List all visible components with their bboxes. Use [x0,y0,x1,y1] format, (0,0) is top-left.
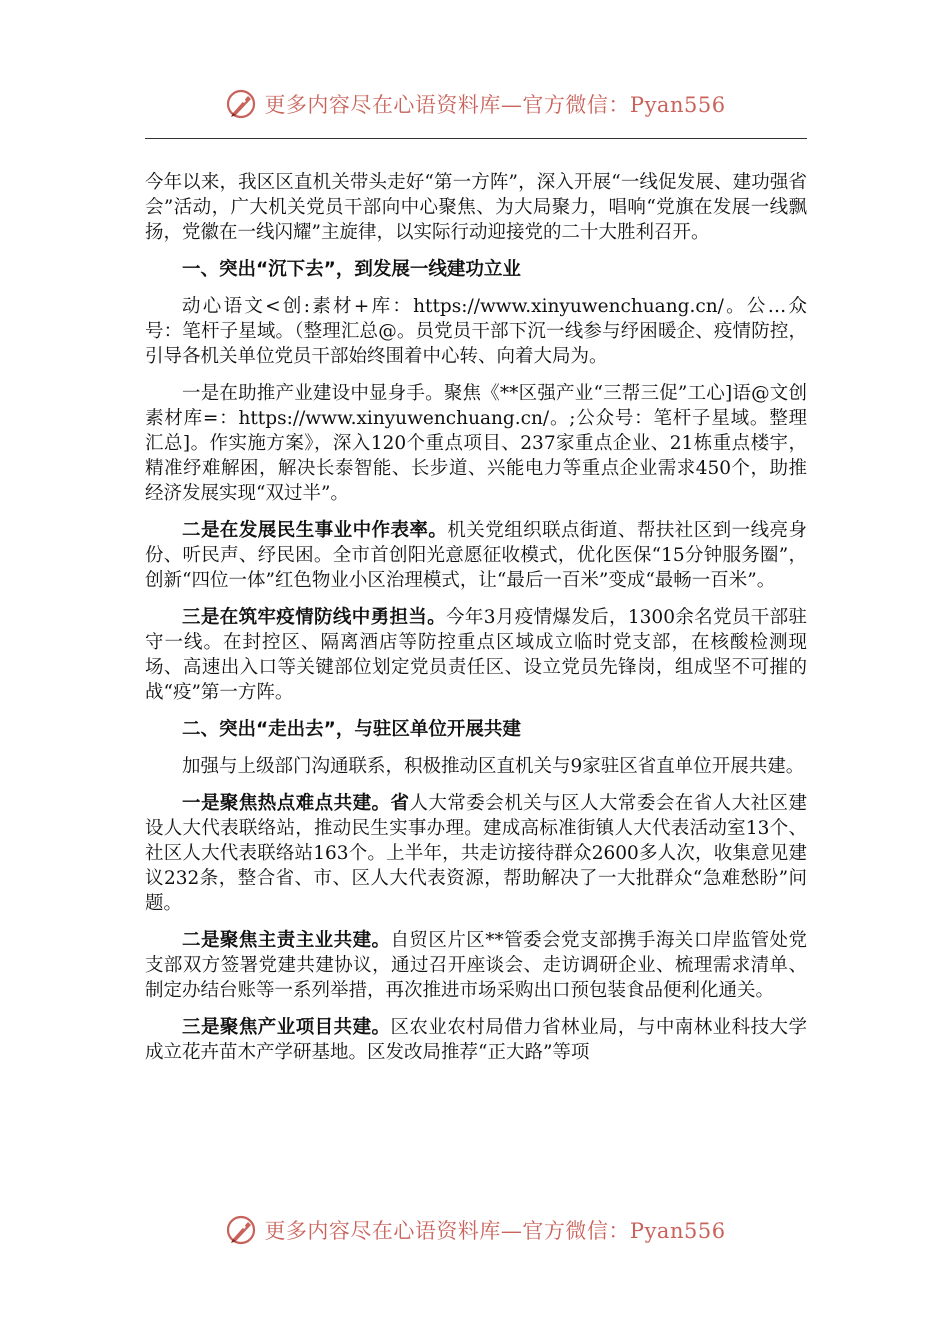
paragraph-lead: 三是聚焦产业项目共建。 [182,1017,391,1038]
section-heading: 一、突出“沉下去”，到发展一线建功立业 [182,259,521,280]
paragraph-text: 人大常委会机关与区人大常委会在省人大社区建设人大代表联络站，推动民生实事办理。建成高标准街镇人大代表活动室13个、社区人大代表联络站163个。上半年，共走访接待群众2600多人次，收集意见建议232条，整合省、市、区人大代表资源，帮助解决了一大批群众“急难愁盼”问题。 [145,793,807,914]
footer-banner [0,1210,950,1250]
paragraph-text: 今年以来，我区区直机关带头走好“第一方阵”，深入开展“一线促发展、建功强省会”活动，广大机关党员干部向中心聚焦、为大局聚力，唱响“党旗在发展一线飘扬，党徽在一线闪耀”主旋律，以实际行动迎接党的二十大胜利召开。 [145,172,807,243]
banner-text: 更多内容尽在心语资料库—官方微信：Pyan556 [264,1219,726,1243]
paragraph-text: 一是在助推产业建设中显身手。聚焦《**区强产业“三帮三促”工心]语@文创素材库=：https://www.xinyuwenchuang.cn/。;公众号：笔杆子星域。整理汇总]。作实施方案》，深入120个重点项目、237家重点企业、21栋重点楼宇，精准纾难解困，解决长泰智能、长步道、兴能电力等重点企业需求450个，助推经济发展实现“双过半”。 [145,383,807,504]
paragraph-text: 今年3月疫情爆发后，1300余名党员干部驻守一线。在封控区、隔离酒店等防控重点区域成立临时党支部，在核酸检测现场、高速出入口等关键部位划定党员责任区、设立党员先锋岗，组成坚不可摧的战“疫”第一方阵。 [145,607,807,703]
paragraph-lead: 三是在筑牢疫情防线中勇担当。 [182,607,447,628]
body-paragraph [145,381,807,506]
paragraph-text: 区农业农村局借力省林业局，与中南林业科技大学成立花卉苗木产学研基地。区发改局推荐“正大路”等项 [145,1017,807,1063]
body-paragraph [145,605,807,705]
paragraph-text: 加强与上级部门沟通联系，积极推动区直机关与9家驻区省直单位开展共建。 [182,756,805,777]
header-divider [145,138,807,139]
paragraph-lead: 二是聚焦主责主业共建。 [182,930,391,951]
paragraph-text: 自贸区片区**管委会党支部携手海关口岸监管处党支部双方签署党建共建协议，通过召开座谈会、走访调研企业、梳理需求清单、制定办结台账等一系列举措，再次推进市场采购出口预包装食品便利化通关。 [145,930,807,1001]
paragraph-text: 机关党组织联点街道、帮扶社区到一线亮身份、听民声、纾民困。全市首创阳光意愿征收模式，优化医保“15分钟服务圈”，创新“四位一体”红色物业小区治理模式，让“最后一百米”变成“最畅一百米”。 [145,520,807,591]
body-paragraph [145,791,807,916]
paragraph-text: 动心语文<创:素材+库：https://www.xinyuwenchuang.cn/。公…众号：笔杆子星域。（整理汇总@。员党员干部下沉一线参与纾困暖企、疫情防控，引导各机关单位党员干部始终围着中心转、向着大局为。 [145,296,807,367]
body-paragraph [145,294,807,369]
body-paragraph [145,1015,807,1065]
document-body [145,170,807,1077]
body-paragraph [145,928,807,1003]
body-paragraph [145,170,807,245]
paragraph-lead: 一是聚焦热点难点共建。省 [182,793,410,814]
pen-logo-icon [224,1213,258,1247]
body-paragraph [145,754,807,779]
banner-text: 更多内容尽在心语资料库—官方微信：Pyan556 [264,93,726,117]
section-heading: 二、突出“走出去”，与驻区单位开展共建 [182,719,521,740]
body-paragraph [145,518,807,593]
paragraph-lead: 二是在发展民生事业中作表率。 [182,520,448,541]
header-banner [0,84,950,124]
pen-logo-icon [224,87,258,121]
